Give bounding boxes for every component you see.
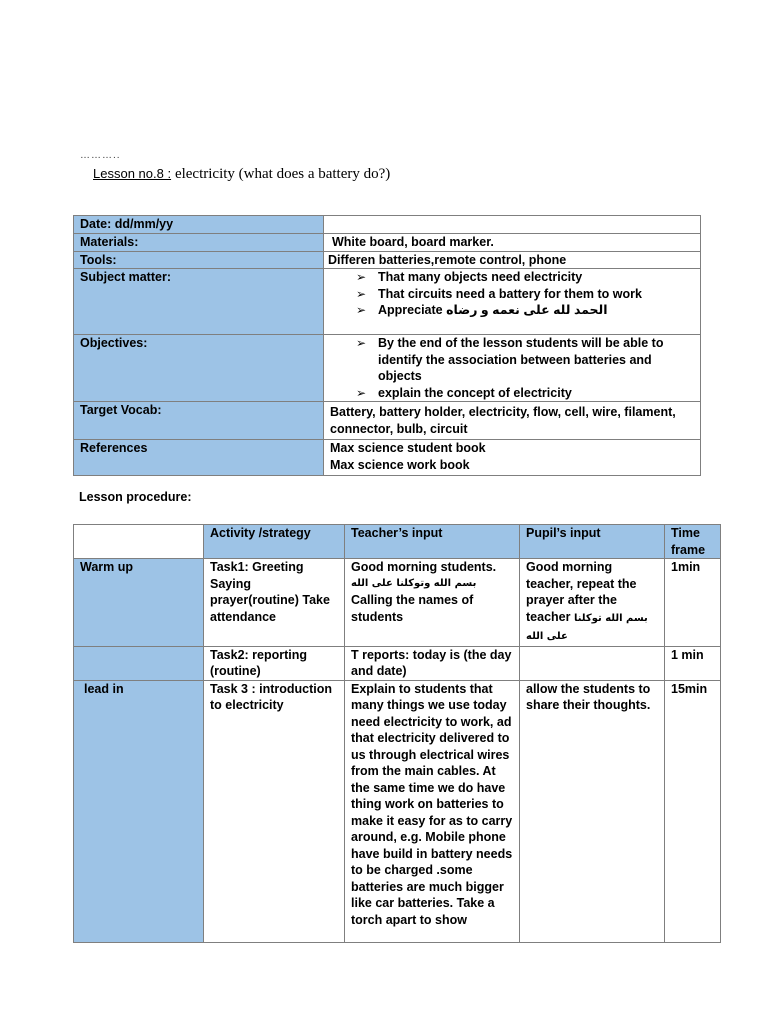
warmup-stage: Warm up xyxy=(74,559,204,647)
reference-line: Max science student book xyxy=(330,441,486,455)
lesson-info-table xyxy=(73,215,701,476)
arrow-icon: ➢ xyxy=(356,385,367,400)
arrow-icon: ➢ xyxy=(356,270,367,284)
objectives-label: Objectives: xyxy=(74,335,324,402)
leadin-row xyxy=(74,680,721,942)
procedure-header-row xyxy=(74,525,721,559)
task1-teacher: Good morning students. بسم الله وتوكلنا على الله Calling the names of students xyxy=(345,559,520,647)
tools-row xyxy=(74,251,701,269)
subject-row xyxy=(74,269,701,335)
task2-pupil xyxy=(520,646,665,680)
vocab-row xyxy=(74,402,701,440)
subject-item: ➢ Appreciate الحمد لله على نعمه و رضاه xyxy=(356,303,608,317)
procedure-table xyxy=(73,524,721,943)
materials-label: Materials: xyxy=(74,234,324,252)
task1-pupil: Good morning teacher, repeat the prayer after the teacher بسم الله توكلنا على الله xyxy=(520,559,665,647)
vocab-line: connector, bulb, circuit xyxy=(330,421,468,436)
tools-value: Differen batteries,remote control, phone xyxy=(324,251,701,269)
activity-header: Activity /strategy xyxy=(204,525,345,559)
arabic-prayer: بسم الله توكلنا على الله xyxy=(526,612,648,642)
task2-activity: Task2: reporting (routine) xyxy=(204,646,345,680)
arabic-prayer: بسم الله وتوكلنا على الله xyxy=(351,577,477,589)
objective-item: ➢ explain the concept of electricity xyxy=(356,385,572,400)
stage-header xyxy=(74,525,204,559)
procedure-title: Lesson procedure: xyxy=(79,490,192,504)
vocab-label: Target Vocab: xyxy=(74,402,324,440)
date-label: Date: dd/mm/yy xyxy=(74,216,324,234)
subject-item: ➢ That many objects need electricity xyxy=(356,270,583,284)
task3-teacher: Explain to students that many things we use today need electricity to work, ad that electricity delivered to us through electrical wires from the main cables. At the same time we do have thing work on batteries to make it easy for as to carry around, e.g. Mobile phone have build in battery needs to be charged .some batteries are much bigger like car batteries. Take a torch apart to show xyxy=(345,680,520,942)
task2-teacher: T reports: today is (the day and date) xyxy=(345,646,520,680)
materials-row xyxy=(74,234,701,252)
task3-pupil: allow the students to share their thoughts. xyxy=(520,680,665,942)
subject-value xyxy=(324,269,701,335)
lesson-number-label: Lesson no.8 : xyxy=(93,166,172,181)
objectives-list xyxy=(330,335,694,401)
references-value xyxy=(324,440,701,476)
warmup-row-2 xyxy=(74,646,721,680)
leadin-stage: lead in xyxy=(74,680,204,942)
materials-value: White board, board marker. xyxy=(324,234,701,252)
objectives-value xyxy=(324,335,701,402)
date-value xyxy=(324,216,701,234)
objective-item-cont: identify the association between batteries and objects xyxy=(378,352,652,383)
reference-line: Max science work book xyxy=(330,457,470,472)
time-header: Time frame xyxy=(665,525,721,559)
task2-time: 1 min xyxy=(665,646,721,680)
date-row xyxy=(74,216,701,234)
subject-label: Subject matter: xyxy=(74,269,324,335)
references-label: References xyxy=(74,440,324,476)
objectives-row xyxy=(74,335,701,402)
lesson-title xyxy=(93,165,390,183)
arrow-icon: ➢ xyxy=(356,336,367,350)
tools-label: Tools: xyxy=(74,251,324,269)
references-row xyxy=(74,440,701,476)
vocab-value xyxy=(324,402,701,440)
task1-activity: Task1: Greeting Saying prayer(routine) Take attendance xyxy=(204,559,345,647)
header-dots: ……….. xyxy=(80,150,121,161)
task1-time: 1min xyxy=(665,559,721,647)
subject-item: ➢ That circuits need a battery for them to work xyxy=(356,286,642,301)
subject-list xyxy=(330,269,694,319)
pupil-header: Pupil’s input xyxy=(520,525,665,559)
lesson-topic: electricity (what does a battery do?) xyxy=(174,166,391,182)
task3-activity: Task 3 : introduction to electricity xyxy=(204,680,345,942)
objective-item: ➢ By the end of the lesson students will be able to xyxy=(356,336,664,350)
warmup-row-1 xyxy=(74,559,721,647)
warmup-stage-cont xyxy=(74,646,204,680)
task3-time: 15min xyxy=(665,680,721,942)
arrow-icon: ➢ xyxy=(356,303,367,317)
arrow-icon: ➢ xyxy=(356,286,367,301)
teacher-header: Teacher’s input xyxy=(345,525,520,559)
vocab-line: Battery, battery holder, electricity, flow, cell, wire, filament, xyxy=(330,405,676,419)
